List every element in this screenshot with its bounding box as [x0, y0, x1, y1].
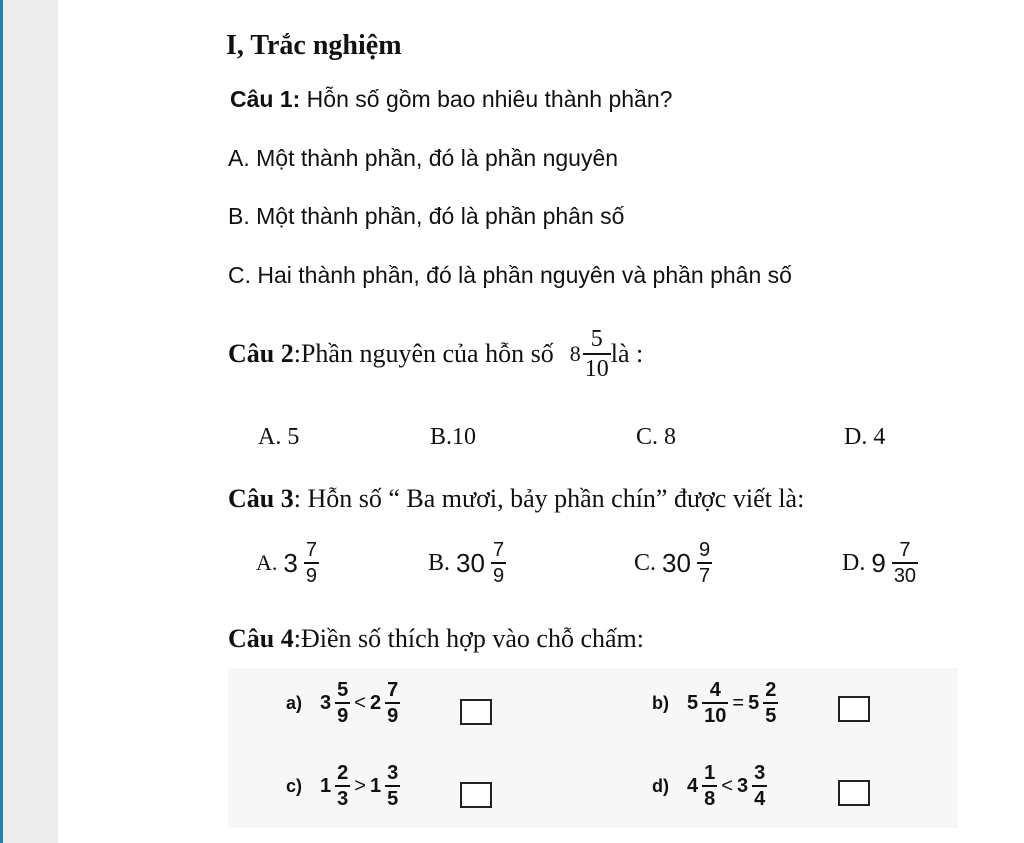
fraction-numerator: 7 [492, 539, 505, 561]
mixed-whole: 30 [662, 547, 691, 578]
fraction-numerator: 7 [387, 679, 399, 701]
comparison-sign: > [354, 774, 366, 797]
fraction-denominator: 9 [304, 562, 319, 586]
mixed-fraction [385, 680, 400, 726]
question-2-mixed-number [570, 327, 611, 381]
comparison-sign: = [732, 691, 745, 714]
question-4 [228, 624, 644, 654]
question-3-option-a [256, 540, 319, 586]
mixed-fraction [335, 763, 350, 809]
fraction-numerator: 5 [337, 679, 349, 701]
mixed-whole: 8 [569, 341, 581, 366]
fraction-denominator: 5 [385, 785, 400, 809]
mixed-fraction [702, 680, 728, 726]
fraction-denominator: 10 [583, 353, 611, 381]
fraction-denominator: 10 [702, 702, 728, 726]
question-3 [228, 484, 804, 514]
fraction-numerator: 2 [765, 679, 777, 701]
left-margin-bar [0, 0, 59, 843]
option-prefix: A. [256, 550, 278, 575]
answer-checkbox-a[interactable] [460, 699, 492, 725]
question-4-label: Câu 4 [228, 624, 294, 653]
fraction-numerator: 5 [590, 326, 603, 352]
question-4-text: :Điền số thích hợp vào chỗ chấm: [293, 624, 644, 653]
exercise-item-b [652, 680, 778, 726]
mixed-whole: 5 [687, 691, 699, 714]
option-prefix: D. [842, 549, 866, 576]
question-2-option-d: D. 4 [844, 424, 886, 450]
exercise-item-a [286, 680, 400, 726]
question-3-label: Câu 3 [228, 484, 294, 513]
item-letter: b) [652, 692, 669, 713]
fraction-numerator: 2 [337, 762, 349, 784]
exercise-item-d [652, 763, 767, 809]
question-1-label: Câu 1: [230, 86, 301, 112]
question-2-option-a: A. 5 [258, 424, 300, 450]
question-2-option-c: C. 8 [636, 424, 677, 450]
left-accent-line [0, 0, 3, 843]
fraction-denominator: 9 [335, 702, 350, 726]
fraction-denominator: 3 [335, 785, 350, 809]
mixed-whole: 3 [320, 691, 332, 714]
mixed-whole: 5 [748, 691, 760, 714]
mixed-fraction [697, 540, 712, 586]
exercise-item-c [286, 763, 400, 809]
fraction-numerator: 7 [305, 539, 317, 561]
option-prefix: B. [428, 549, 451, 576]
answer-checkbox-c[interactable] [460, 782, 492, 808]
mixed-whole: 3 [283, 547, 298, 578]
mixed-fraction [491, 540, 506, 586]
answer-checkbox-b[interactable] [838, 696, 870, 722]
fraction-denominator: 30 [892, 562, 918, 586]
option-prefix: C. [634, 549, 657, 576]
fraction-numerator: 3 [387, 762, 399, 784]
mixed-fraction [335, 680, 350, 726]
question-1-option-a: A. Một thành phần, đó là phần nguyên [228, 145, 619, 171]
mixed-fraction [583, 327, 611, 381]
answer-checkbox-d[interactable] [838, 780, 870, 806]
comparison-sign: < [354, 691, 366, 714]
fraction-denominator: 9 [491, 562, 506, 586]
comparison-sign: < [721, 774, 733, 797]
question-1-text: Hỗn số gồm bao nhiêu thành phần? [300, 86, 673, 112]
fraction-numerator: 4 [709, 679, 721, 701]
worksheet-page [58, 0, 1024, 843]
mixed-fraction [702, 763, 717, 809]
fraction-denominator: 7 [697, 562, 712, 586]
fraction-numerator: 9 [698, 539, 711, 561]
mixed-fraction [763, 680, 778, 726]
question-3-option-c [634, 540, 712, 586]
mixed-fraction [304, 540, 319, 586]
question-3-option-b [428, 540, 506, 586]
fraction-numerator: 7 [899, 539, 911, 561]
item-letter: c) [286, 775, 303, 796]
mixed-whole: 2 [369, 691, 382, 714]
question-3-option-d [842, 540, 918, 586]
fraction-denominator: 9 [385, 702, 400, 726]
mixed-whole: 1 [320, 774, 332, 797]
mixed-whole: 1 [369, 774, 382, 797]
mixed-fraction [892, 540, 918, 586]
fraction-denominator: 8 [702, 785, 717, 809]
mixed-whole: 3 [736, 774, 749, 797]
mixed-whole: 30 [456, 547, 485, 578]
question-2 [228, 327, 643, 381]
section-heading: I, Trắc nghiệm [226, 30, 402, 61]
question-2-text: :Phần nguyên của hỗn số [293, 339, 554, 368]
fraction-denominator: 5 [763, 702, 778, 726]
mixed-fraction [385, 763, 400, 809]
question-3-text: : Hỗn số “ Ba mươi, bảy phần chín” được viết là: [293, 484, 805, 513]
fraction-numerator: 3 [754, 762, 766, 784]
fraction-denominator: 4 [752, 785, 767, 809]
item-letter: a) [286, 692, 303, 713]
fraction-numerator: 1 [704, 762, 716, 784]
question-2-label: Câu 2 [228, 339, 294, 368]
question-1 [230, 86, 672, 113]
question-2-suffix: là : [610, 339, 644, 368]
mixed-whole: 4 [687, 774, 699, 797]
mixed-fraction [752, 763, 767, 809]
item-letter: d) [652, 775, 669, 796]
mixed-whole: 9 [871, 547, 886, 578]
question-1-option-b: B. Một thành phần, đó là phần phân số [228, 203, 625, 229]
question-1-option-c: C. Hai thành phần, đó là phần nguyên và phần phân số [228, 262, 792, 288]
question-2-option-b: B.10 [430, 424, 477, 450]
